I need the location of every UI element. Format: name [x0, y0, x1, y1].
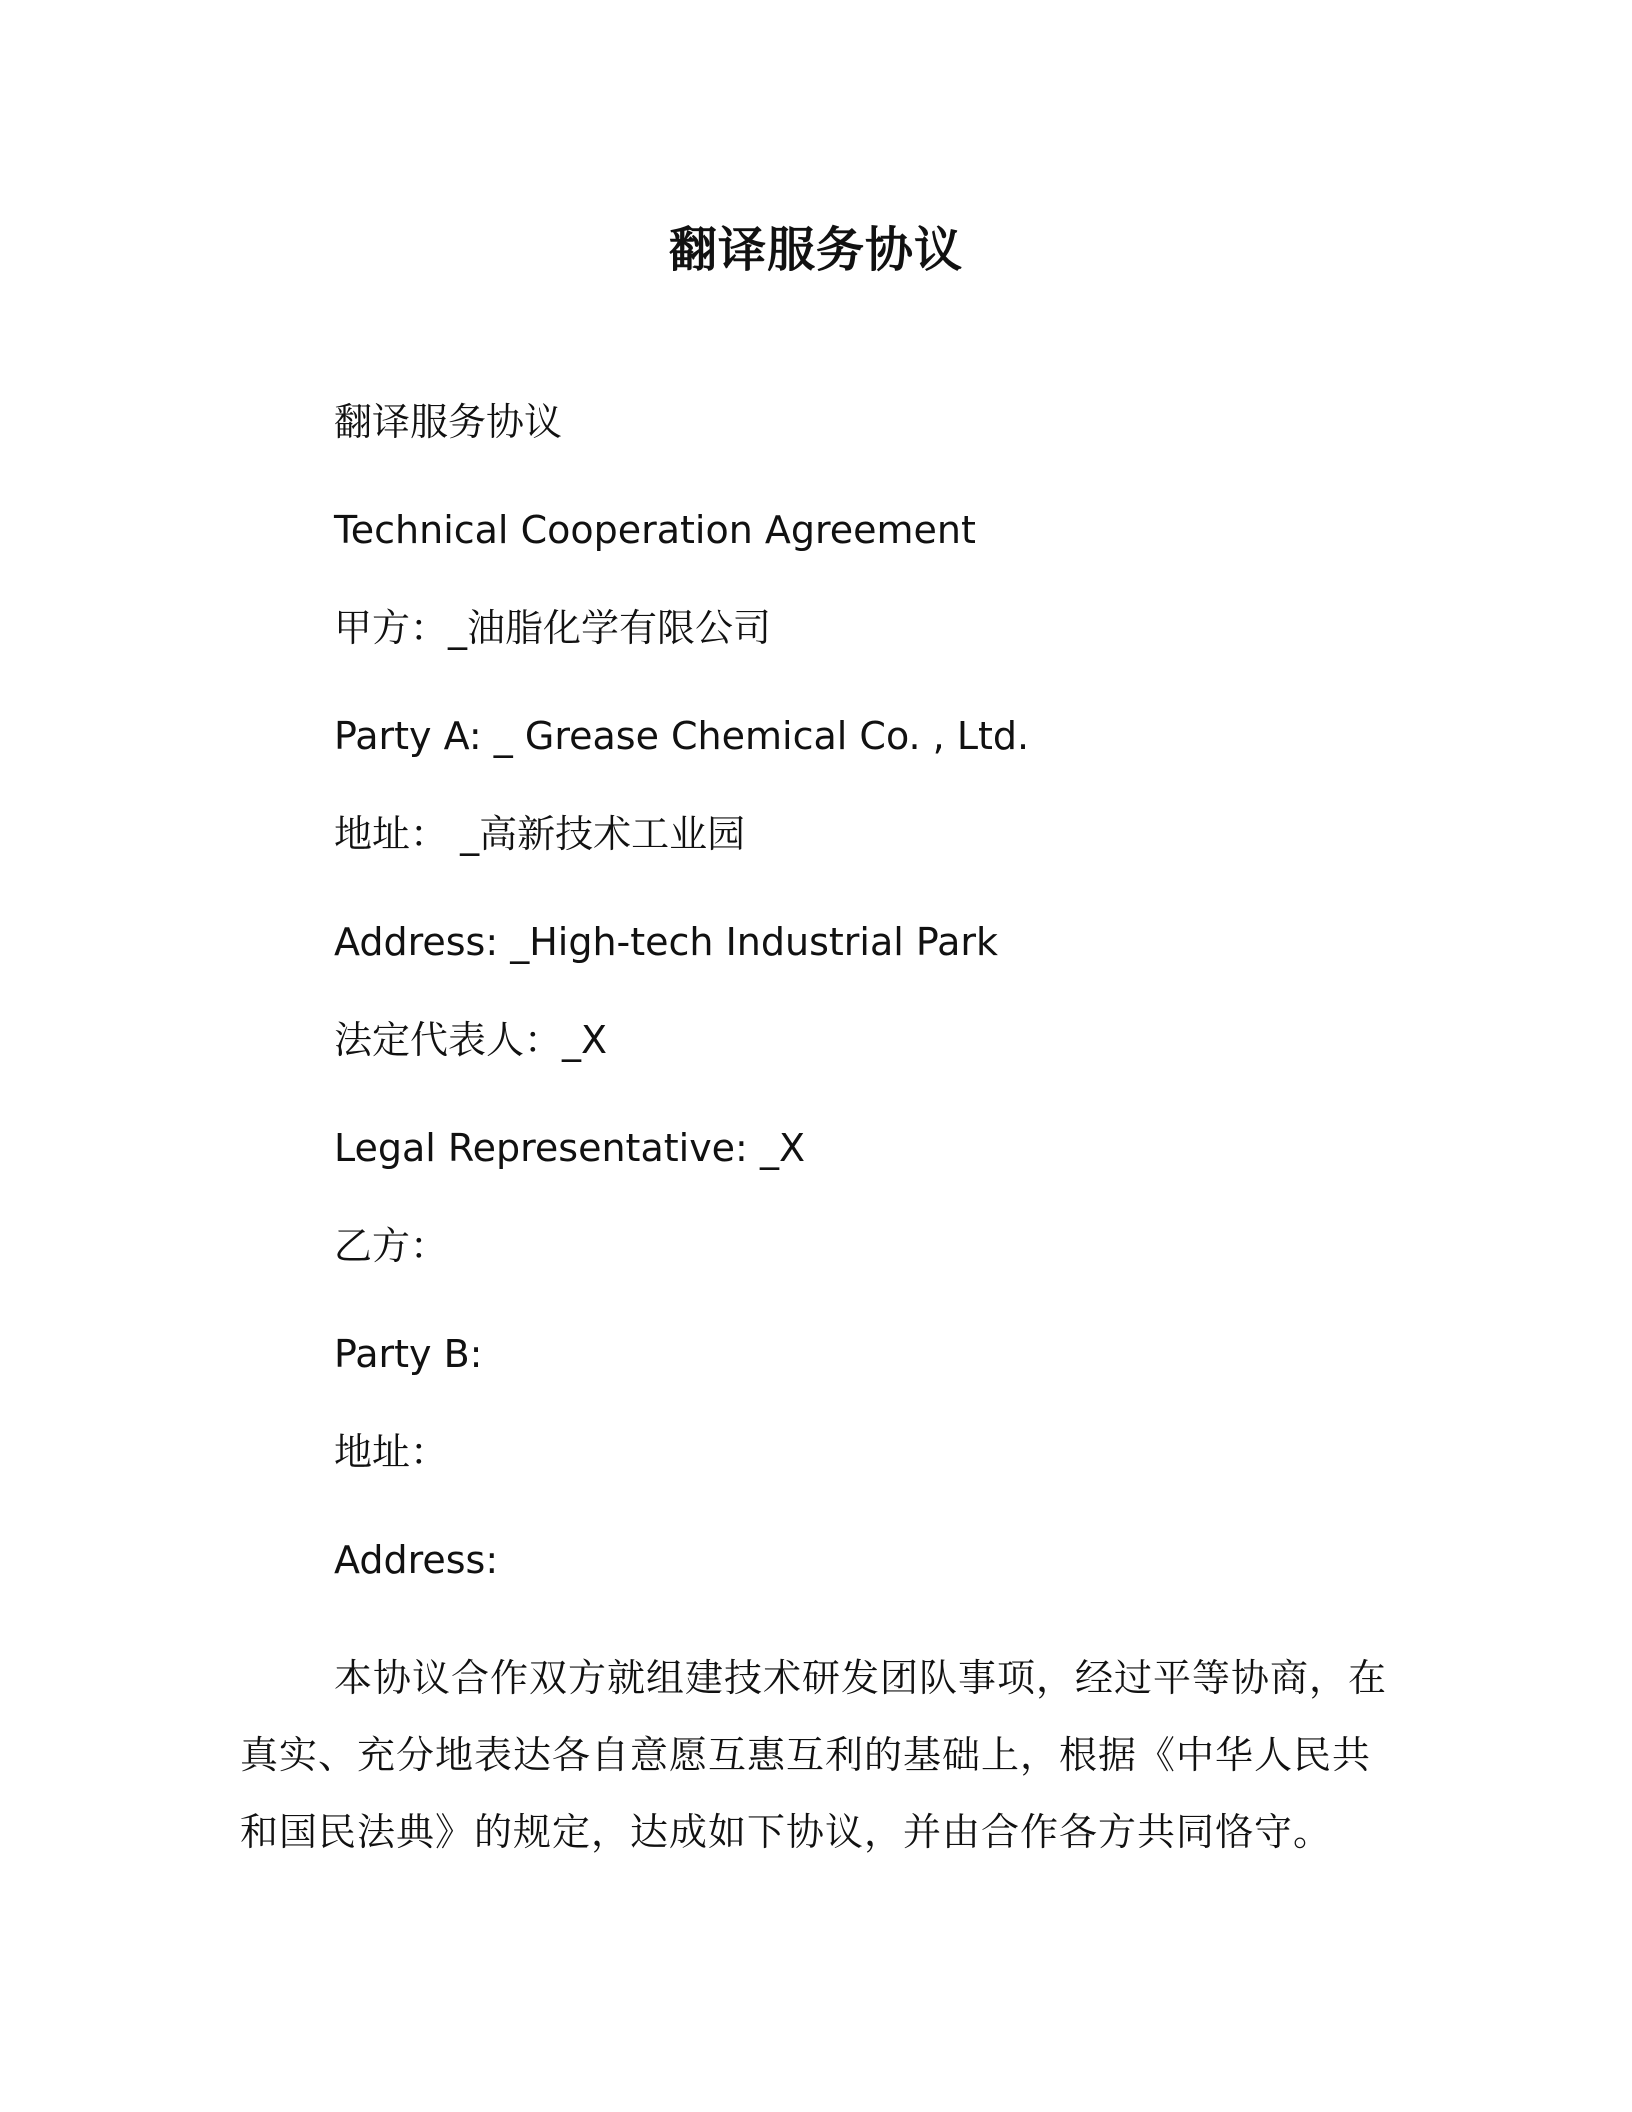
- party-a-name-en: Party A: _ Grease Chemical Co. , Ltd.: [334, 714, 1030, 758]
- agreement-preamble: 本协议合作双方就组建技术研发团队事项，经过平等协商，在真实、充分地表达各自意愿互惠互利的基础上，根据《中华人民共和国民法典》的规定，达成如下协议，并由合作各方共同恪守。: [240, 1656, 1388, 1854]
- party-b-address-en: Address:: [334, 1538, 499, 1582]
- party-a-address-cn: 地址： _高新技术工业园: [334, 812, 746, 856]
- subtitle-chinese: 翻译服务协议: [334, 400, 563, 444]
- party-b-address-cn: 地址：: [334, 1430, 449, 1474]
- party-a-address-en: Address: _High-tech Industrial Park: [334, 920, 999, 964]
- party-b-name-en: Party B:: [334, 1332, 483, 1376]
- party-b-name-cn: 乙方：: [334, 1224, 449, 1268]
- document-title: 翻译服务协议: [668, 222, 963, 278]
- party-a-legal-rep-cn: 法定代表人：_X: [334, 1018, 608, 1062]
- party-a-legal-rep-en: Legal Representative: _X: [334, 1126, 805, 1170]
- party-a-name-cn: 甲方：_油脂化学有限公司: [334, 606, 772, 650]
- subtitle-english: Technical Cooperation Agreement: [334, 508, 976, 552]
